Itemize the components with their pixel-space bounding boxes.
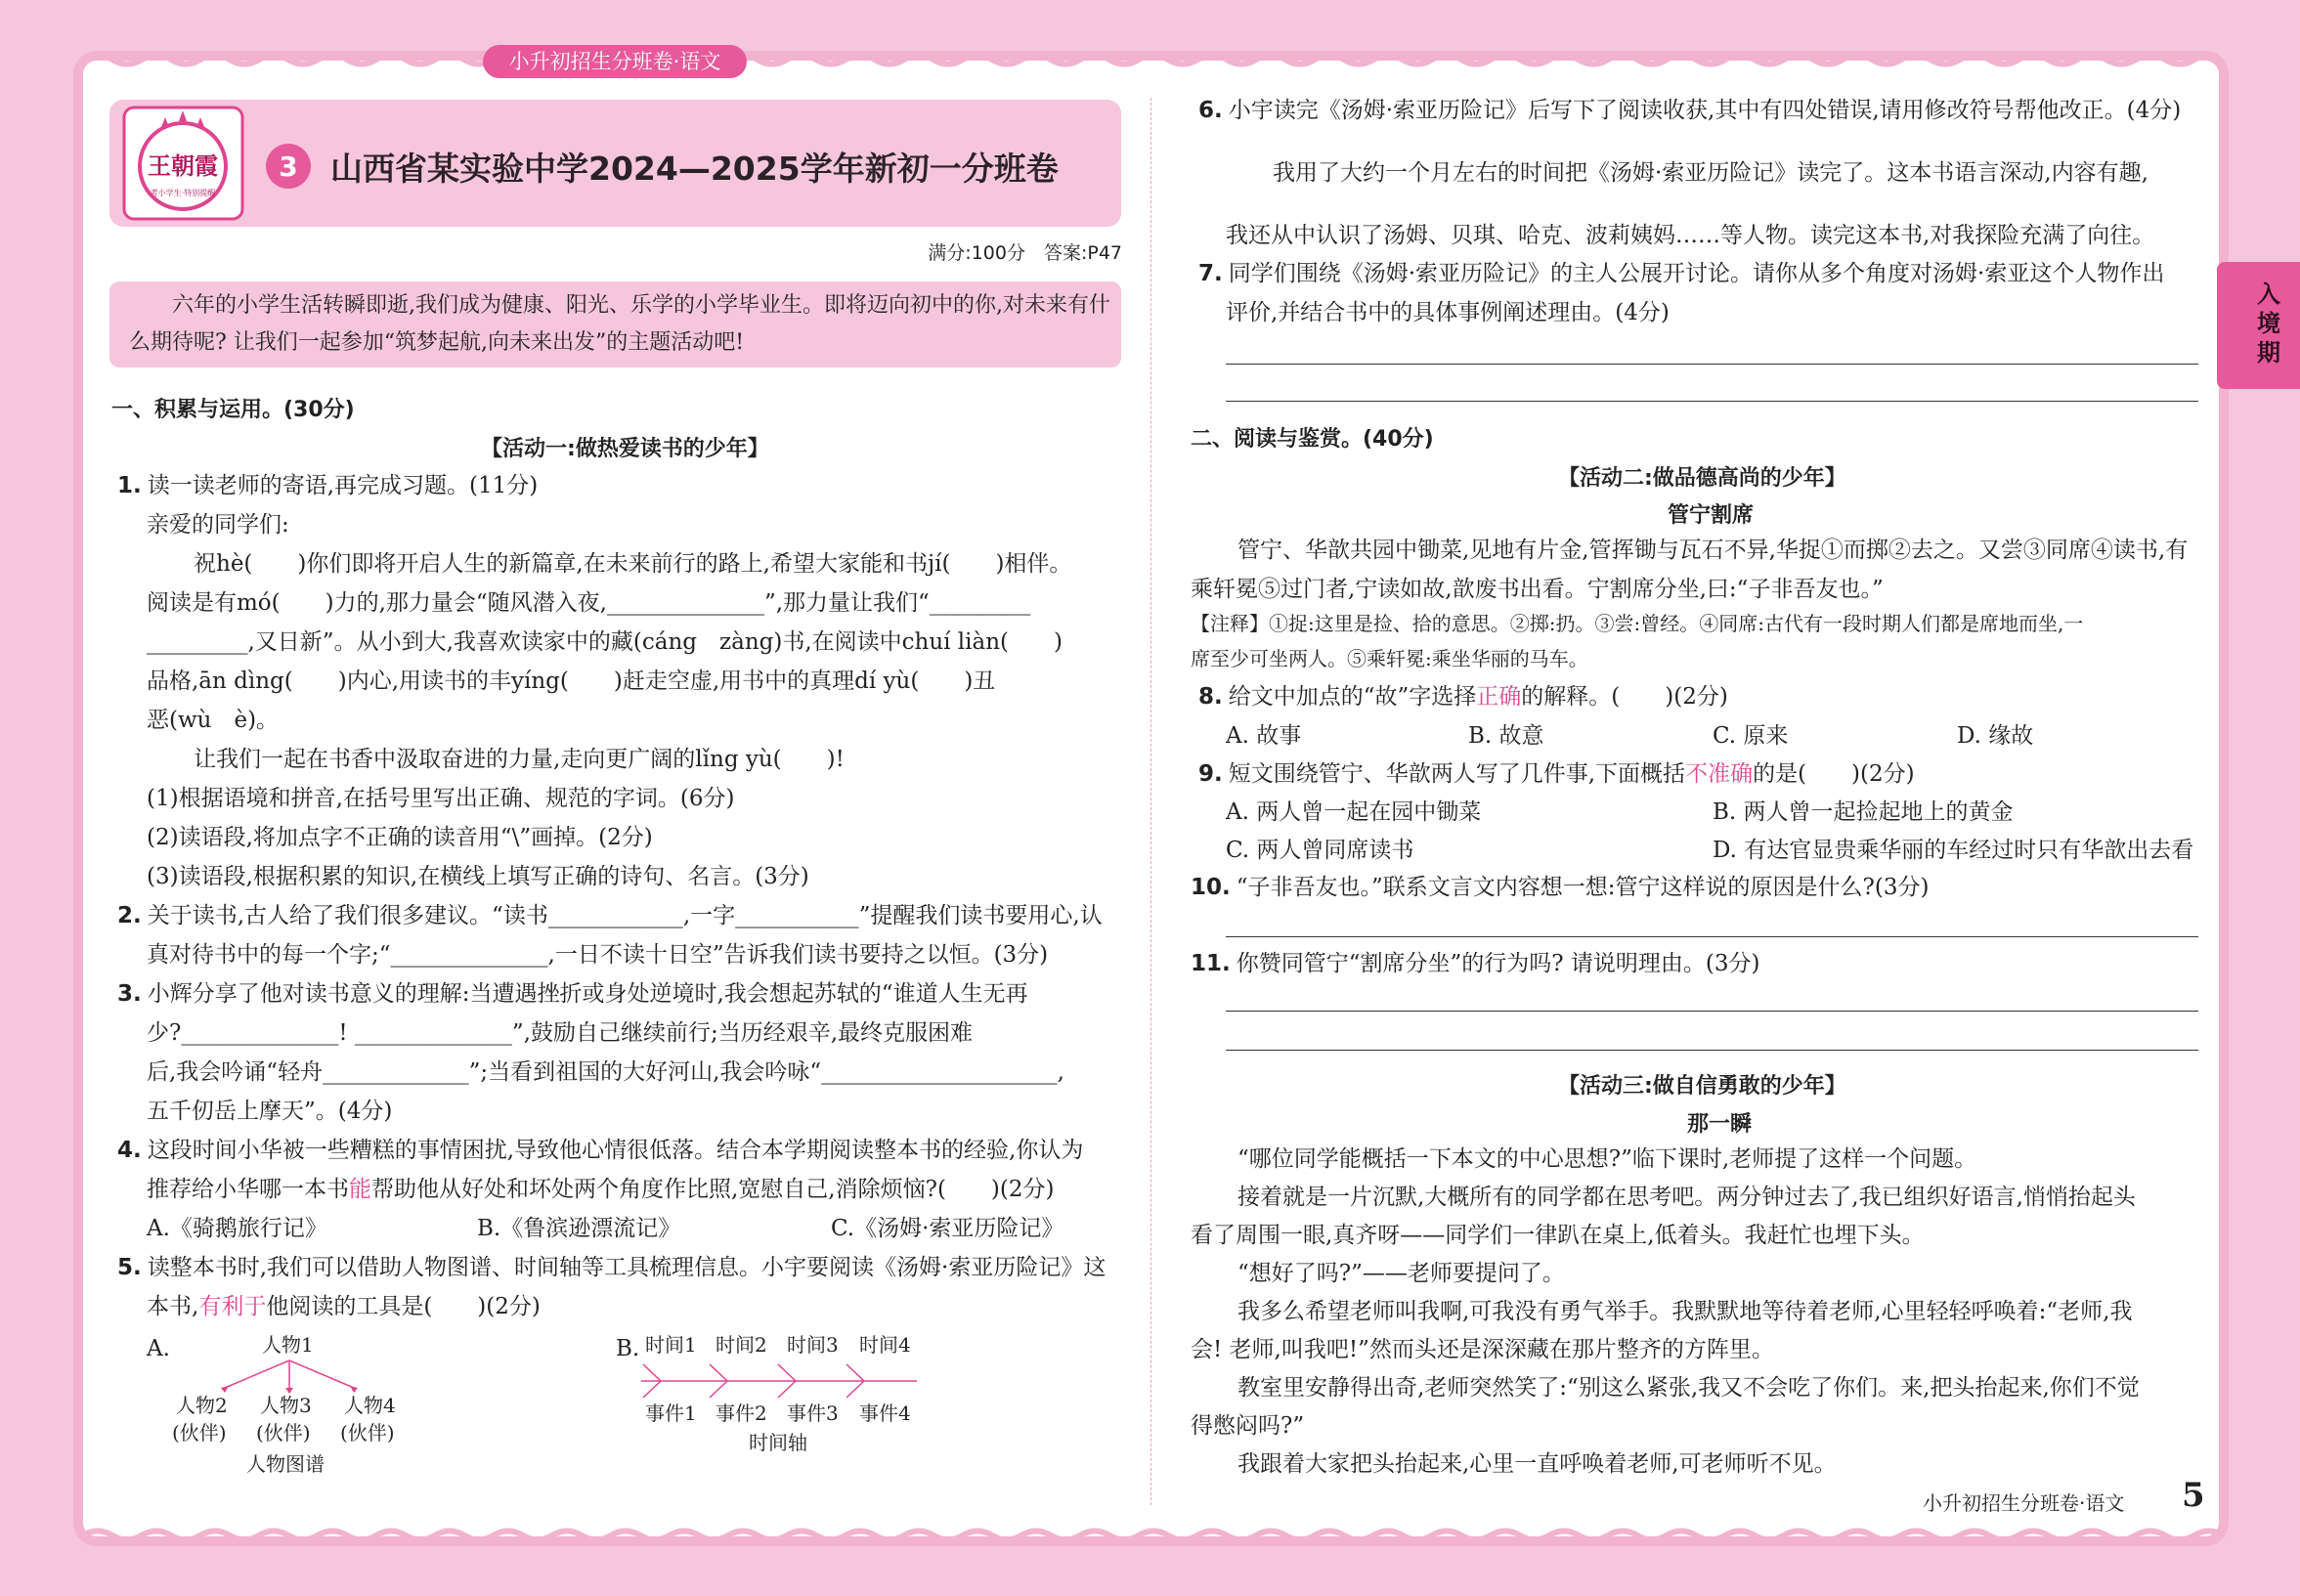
map-child-3: 人物4 <box>344 1394 396 1417</box>
classic-text-line-1: 管宁、华歆共园中锄菜,见地有片金,管挥锄与瓦石不异,华捉①而掷②去之。又尝③同席④读书,有 <box>1237 538 2189 563</box>
question-2 <box>117 896 1103 935</box>
story-paragraph: 我多么希望老师叫我啊,可我没有勇气举手。我默默地等待着老师,心里轻轻呼唤着:“老师,我 <box>1237 1299 2133 1324</box>
question-3 <box>117 974 1028 1014</box>
answer-line[interactable] <box>1226 364 2198 365</box>
answer-line[interactable] <box>1226 1011 2198 1012</box>
question-2-line-2: 真对待书中的每一个字;“______________,一日不读十日空”告诉我们读书要持之以恒。(3分) <box>147 942 1049 968</box>
title-row <box>266 137 1059 195</box>
map-root: 人物1 <box>262 1333 314 1357</box>
question-number: 7. <box>1198 261 1223 286</box>
option-c: C. 原来 <box>1713 723 1789 749</box>
question-4-line-2: 推荐给小华哪一本书能帮助他从好处和坏处两个角度作比照,宽慰自己,消除烦恼?( )(2分) <box>147 1177 1055 1202</box>
paper-number-badge: 3 <box>266 144 311 189</box>
story-paragraph: “想好了吗?”——老师要提问了。 <box>1237 1261 1565 1286</box>
logo <box>122 106 244 221</box>
logo-text: 王朝霞 <box>148 151 218 180</box>
map-child-2: 人物3 <box>260 1394 312 1417</box>
question-5 <box>117 1248 1106 1287</box>
emphasis-text: 不准确 <box>1685 761 1754 787</box>
timeline-caption: 时间轴 <box>749 1431 807 1454</box>
event-1: 事件1 <box>645 1402 697 1425</box>
question-text: 同学们围绕《汤姆·索亚历险记》的主人公展开讨论。请你从多个角度对汤姆·索亚这个人物作出 <box>1228 261 2165 286</box>
question-1 <box>117 466 538 505</box>
story-paragraph: 我跟着大家把头抬起来,心里一直呼唤着老师,可老师听不见。 <box>1237 1451 1837 1477</box>
question-6 <box>1198 91 2181 130</box>
question-text: 你赞同管宁“割席分坐”的行为吗? 请说明理由。(3分) <box>1236 951 1760 976</box>
map-caption: 人物图谱 <box>246 1452 325 1476</box>
map-sub-3: (伙伴) <box>340 1421 395 1445</box>
logo-sub: 考小学生·特别提醒 <box>150 189 216 197</box>
intro-text: 六年的小学生活转瞬即逝,我们成为健康、阳光、乐学的小学毕业生。即将迈向初中的你,对未来有什么期待呢? 让我们一起参加“筑梦起航,向未来出发”的主题活动吧! <box>129 293 1110 355</box>
question-number: 6. <box>1198 98 1223 123</box>
letter-line-3: _________,又日新”。从小到大,我喜欢读家中的藏(cáng zàng)书,在阅读中chuí liàn( ) <box>147 629 1063 655</box>
option-a: A.《骑鹅旅行记》 <box>147 1216 327 1241</box>
sub-question-3: (3)读语段,根据积累的知识,在横线上填写正确的诗句、名言。(3分) <box>147 864 809 889</box>
question-number: 1. <box>117 473 142 498</box>
option-c: C. 两人曾同席读书 <box>1226 838 1414 863</box>
option-d: D. 有达官显贵乘华丽的车经过时只有华歆出去看 <box>1713 838 2194 863</box>
map-child-1: 人物2 <box>176 1394 228 1417</box>
question-number: 10. <box>1191 875 1231 900</box>
side-tab-label: 入境期 <box>2257 280 2280 367</box>
question-9: 9. 短文围绕管宁、华歆两人写了几件事,下面概括不准确的是( )(2分) <box>1198 761 1915 787</box>
page-number: 5 <box>2182 1476 2205 1515</box>
question-11 <box>1191 944 1760 983</box>
option-a: A. 故事 <box>1226 723 1302 749</box>
letter-line-5: 恶(wù è)。 <box>147 708 280 733</box>
story-title: 管宁割席 <box>1668 503 1755 528</box>
annotation-line-2: 席至少可坐两人。⑤乘轩冕:乘坐华丽的马车。 <box>1191 647 1588 670</box>
question-10 <box>1191 868 1929 907</box>
story-paragraph: 教室里安静得出奇,老师突然笑了:“别这么紧张,我又不会吃了你们。来,把头抬起来,你们不觉 <box>1237 1375 2140 1401</box>
footer-text: 小升初招生分班卷·语文 <box>1923 1491 2125 1515</box>
map-sub-2: (伙伴) <box>256 1421 311 1445</box>
question-text: “子非吾友也。”联系文言文内容想一想:管宁这样说的原因是什么?(3分) <box>1236 875 1930 900</box>
event-2: 事件2 <box>716 1402 767 1425</box>
time-2: 时间2 <box>716 1333 767 1357</box>
question-5-line-2: 本书,有利于他阅读的工具是( )(2分) <box>147 1294 541 1319</box>
question-3-line-4: 五千仞岳上摩天”。(4分) <box>147 1099 393 1124</box>
emphasis-text: 有利于 <box>198 1294 267 1319</box>
sub-question-2: (2)读语段,将加点字不正确的读音用“\”画掉。(2分) <box>147 825 653 850</box>
option-b: B. 两人曾一起捡起地上的黄金 <box>1713 799 2014 825</box>
section-1-heading: 一、积累与运用。(30分) <box>111 398 355 422</box>
question-text: 读整本书时,我们可以借助人物图谱、时间轴等工具梳理信息。小宇要阅读《汤姆·索亚历险记》这 <box>147 1255 1107 1280</box>
option-d: D. 缘故 <box>1957 723 2034 749</box>
letter-line-2: 阅读是有mó( )力的,那力量会“随风潜入夜,______________”,那力量让我们“_________ <box>147 590 1031 616</box>
header-pill: 小升初招生分班卷·语文 <box>483 45 747 78</box>
story-paragraph: 会! 老师,叫我吧!”然而头还是深深藏在那片整齐的方阵里。 <box>1191 1337 1774 1362</box>
question-number: 9. <box>1198 761 1223 787</box>
time-4: 时间4 <box>859 1333 911 1357</box>
question-3-line-3: 后,我会吟诵“轻舟_____________”;当看到祖国的大好河山,我会吟咏“_____________________, <box>147 1059 1064 1085</box>
question-number: 11. <box>1191 951 1231 976</box>
story-paragraph: 接着就是一片沉默,大概所有的同学都在思考吧。两分钟过去了,我已组织好语言,悄悄抬起头 <box>1237 1185 2136 1210</box>
activity-1-heading: 【活动一:做热爱读书的少年】 <box>481 437 769 461</box>
diagram-b-label: B. <box>616 1336 640 1361</box>
question-text: 读一读老师的寄语,再完成习题。(11分) <box>147 473 539 498</box>
question-4 <box>117 1131 1083 1170</box>
section-2-heading: 二、阅读与鉴赏。(40分) <box>1191 427 1434 452</box>
question-7 <box>1198 254 2164 293</box>
letter-greeting: 亲爱的同学们: <box>147 512 289 538</box>
story-paragraph: “哪位同学能概括一下本文的中心思想?”临下课时,老师提了这样一个问题。 <box>1237 1146 1977 1172</box>
letter-line-4: 品格,ān dìng( )内心,用读书的丰yíng( )赶走空虚,用书中的真理dí yù( )丑 <box>147 669 996 694</box>
wave-border-top <box>83 51 2219 68</box>
emphasis-text: 正确 <box>1476 684 1522 710</box>
story-paragraph: 得憋闷吗?” <box>1191 1413 1305 1439</box>
question-number: 8. <box>1198 684 1223 710</box>
annotation-line-1: 【注释】①捉:这里是捡、拾的意思。②掷:扔。③尝:曾经。④同席:古代有一段时期人们都是席地而坐,一 <box>1191 612 2084 635</box>
activity-2-heading: 【活动二:做品德高尚的少年】 <box>1558 466 1846 491</box>
activity-3-heading: 【活动三:做自信勇敢的少年】 <box>1558 1074 1846 1099</box>
question-number: 5. <box>117 1255 142 1280</box>
question-8: 8. 给文中加点的“故”字选择正确的解释。( )(2分) <box>1198 684 1728 710</box>
classic-text-line-2: 乘轩冕⑤过门者,宁读如故,歆废书出看。宁割席分坐,曰:“子非吾友也。” <box>1191 577 1884 602</box>
sub-question-1: (1)根据语境和拼音,在括号里写出正确、规范的字词。(6分) <box>147 786 735 811</box>
story-2-title: 那一瞬 <box>1687 1112 1753 1137</box>
question-text: 关于读书,古人给了我们很多建议。“读书____________,一字___________”提醒我们读书要用心,认 <box>147 903 1103 928</box>
question-number: 4. <box>117 1138 142 1163</box>
diagram-a-label: A. <box>147 1336 170 1361</box>
wave-border-bottom <box>83 1527 2219 1544</box>
score-info: 满分:100分 答案:P47 <box>928 242 1122 264</box>
question-7-line-2: 评价,并结合书中的具体事例阐述理由。(4分) <box>1226 300 1670 325</box>
time-1: 时间1 <box>645 1333 697 1357</box>
question-text: 这段时间小华被一些糟糕的事情困扰,导致他心情很低落。结合本学期阅读整本书的经验,你认为 <box>147 1138 1084 1163</box>
question-number: 2. <box>117 903 142 928</box>
page-title: 山西省某实验中学2024—2025学年新初一分班卷 <box>330 149 1059 188</box>
answer-line[interactable] <box>1226 401 2198 402</box>
question-text: 小辉分享了他对读书意义的理解:当遭遇挫折或身处逆境时,我会想起苏轼的“谁道人生无再 <box>147 981 1028 1007</box>
question-number: 3. <box>117 981 142 1007</box>
option-c: C.《汤姆·索亚历险记》 <box>831 1216 1064 1241</box>
answer-line[interactable] <box>1226 1050 2198 1051</box>
option-b: B. 故意 <box>1468 723 1544 749</box>
center-divider <box>1150 98 1151 1505</box>
option-b: B.《鲁滨逊漂流记》 <box>477 1216 681 1241</box>
question-text: 小宇读完《汤姆·索亚历险记》后写下了阅读收获,其中有四处错误,请用修改符号帮他改正。(4分) <box>1228 98 2182 123</box>
answer-line[interactable] <box>1226 936 2198 937</box>
question-6-passage-2: 我还从中认识了汤姆、贝琪、哈克、波莉姨妈……等人物。读完这本书,对我探险充满了向往。 <box>1226 223 2155 248</box>
story-paragraph: 看了周围一眼,真齐呀——同学们一律趴在桌上,低着头。我赶忙也埋下头。 <box>1191 1223 1925 1248</box>
emphasis-text: 能 <box>349 1177 371 1202</box>
time-3: 时间3 <box>787 1333 839 1357</box>
question-6-passage-1: 我用了大约一个月左右的时间把《汤姆·索亚历险记》读完了。这本书语言深动,内容有趣, <box>1273 160 2148 186</box>
letter-line-1: 祝hè( )你们即将开启人生的新篇章,在未来前行的路上,希望大家能和书jí( )相伴。 <box>194 551 1072 577</box>
letter-line-6: 让我们一起在书香中汲取奋进的力量,走向更广阔的lǐng yù( )! <box>194 747 845 772</box>
option-a: A. 两人曾一起在园中锄菜 <box>1226 799 1482 825</box>
event-4: 事件4 <box>859 1402 911 1425</box>
event-3: 事件3 <box>787 1402 839 1425</box>
map-sub-1: (伙伴) <box>172 1421 227 1445</box>
question-3-line-2: 少?______________! ______________”,鼓励自己继续前行;当历经艰辛,最终克服困难 <box>147 1020 974 1046</box>
